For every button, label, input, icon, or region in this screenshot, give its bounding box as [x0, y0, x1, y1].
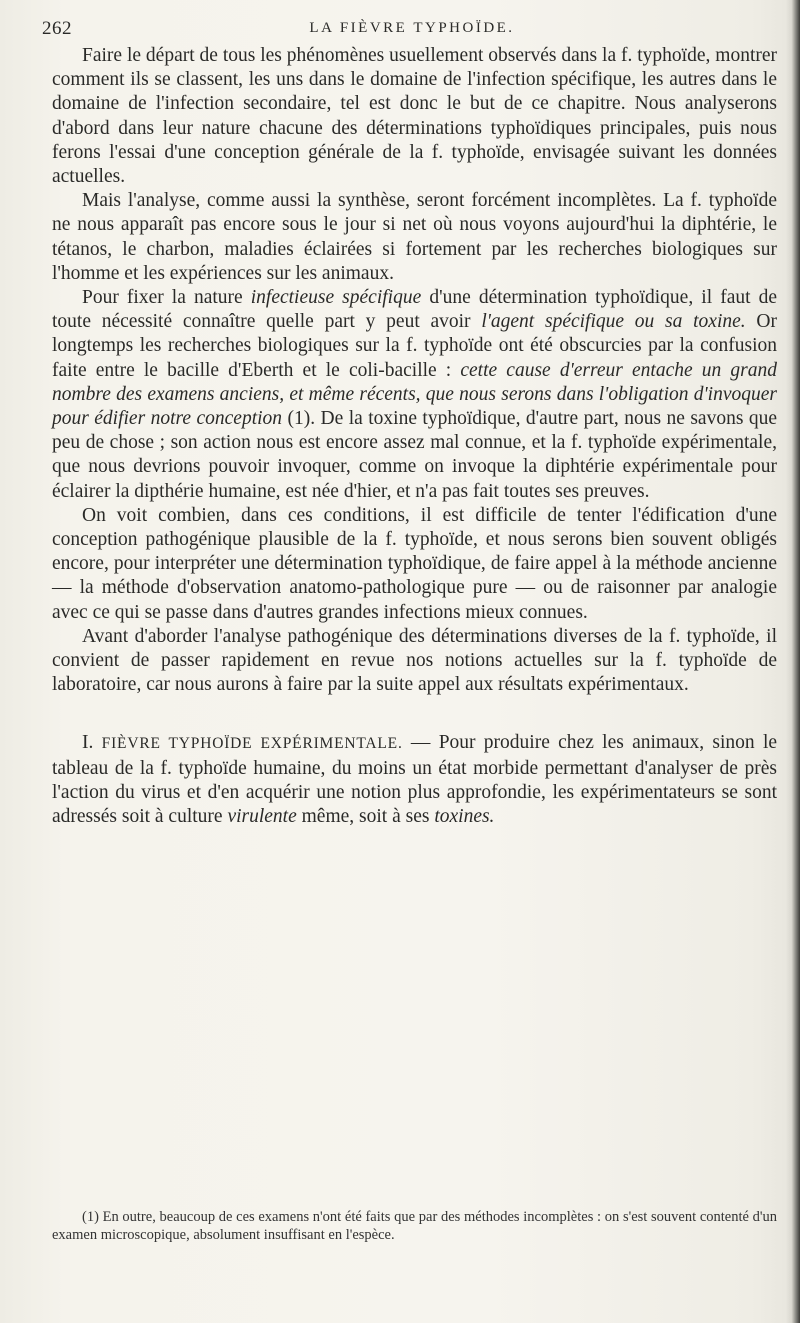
footnote: (1) En outre, beaucoup de ces examens n'ont été faits que par des méthodes incomplètes : on s'est souvent contenté d'un examen microscopique, absolument insuffisant en l'espèce. [52, 1209, 777, 1243]
section-number: I. [82, 732, 94, 754]
italic-run: cette cause d'erreur entache un grand nombre des examens anciens, et même récents, que nous serons dans l'obligation d'invoquer pour édifier notre conception [52, 359, 777, 430]
italic-run: infectieuse spécifique [250, 287, 422, 309]
italic-run: virulente [227, 806, 297, 828]
page-number: 262 [42, 18, 72, 39]
footnotes [52, 1208, 777, 1244]
page-header [42, 18, 782, 44]
text-run: d'une détermination typhoïdique, il faut de toute nécessité connaître quelle part y peut avoir [52, 287, 777, 333]
text-run: Avant d'aborder l'analyse pathogénique des déterminations diverses de la f. typhoïde, il convient de passer rapidement en revue nos notions actuelles sur la f. typhoïde de laboratoire, car nous aurons à faire par la suite appel aux résultats expérimentaux. [52, 625, 777, 696]
text-run: Pour fixer la nature [82, 287, 251, 309]
page-edge-shadow [786, 0, 800, 1323]
text-run: Faire le départ de tous les phénomènes usuellement observés dans la f. typhoïde, montrer comment ils se classent, les uns dans le domaine de l'infection spécifique, les autres dans le domaine de l'infection secondaire, tel est donc le but de ce chapitre. Nous analyserons d'abord dans leur nature chacune des déterminations typhoïdiques principales, puis nous ferons l'essai d'une conception générale de la f. typhoïde, envisagée suivant les données actuelles. [52, 45, 777, 188]
paragraph [52, 286, 777, 504]
paragraph [52, 625, 777, 698]
italic-run: l'agent spécifique ou sa toxine. [481, 311, 746, 333]
text-run: Mais l'analyse, comme aussi la synthèse, seront forcément incomplètes. La f. typhoïde ne nous apparaît pas encore sous le jour si net où nous voyons aujourd'hui la diphtérie, le tétanos, le charbon, maladies éclairées si fortement par les recherches biologiques sur l'homme et les expériences sur les animaux. [52, 190, 777, 284]
text-run: Or longtemps les recherches biologiques sur la f. typhoïde ont été obscurcies par la confusion faite entre le bacille d'Eberth et le coli-bacille : [52, 311, 778, 381]
text-run: — Pour produire chez les animaux, sinon le tableau de la f. typhoïde humaine, du moins un état morbide permettant d'analyser de près l'action du virus et d'en acquérir une notion plus approfondie, les expérimentateurs se sont adressés soit à culture [52, 732, 778, 828]
italic-run: toxines. [434, 806, 495, 828]
section-heading: FIÈVRE TYPHOÏDE EXPÉRIMENTALE. [101, 735, 403, 753]
section-paragraph [52, 731, 777, 829]
text-run: (1). De la toxine typhoïdique, d'autre part, nous ne savons que peu de chose ; son action nous est encore assez mal connue, et la f. typhoïde expérimentale, que nous devrions pouvoir invoquer, comme on invoque la diphtérie expérimentale pour éclairer la dipthérie humaine, est née d'hier, et n'a pas fait toutes ses preuves. [52, 408, 778, 502]
running-head: LA FIÈVRE TYPHOÏDE. [309, 20, 515, 36]
paragraph [52, 189, 777, 286]
paragraph [52, 504, 777, 625]
body-text [52, 44, 777, 829]
paragraph [52, 44, 777, 189]
text-run: même, soit à ses [296, 806, 435, 828]
text-run: On voit combien, dans ces conditions, il est difficile de tenter l'édification d'une conception pathogénique plausible de la f. typhoïde, et nous serons bien souvent obligés encore, pour interpréter une détermination typhoïdique, de faire appel à la méthode ancienne — la méthode d'observation anatomo-pathologique pure — ou de raisonner par analogie avec ce qui se passe dans d'autres grandes infections mieux connues. [52, 504, 777, 623]
